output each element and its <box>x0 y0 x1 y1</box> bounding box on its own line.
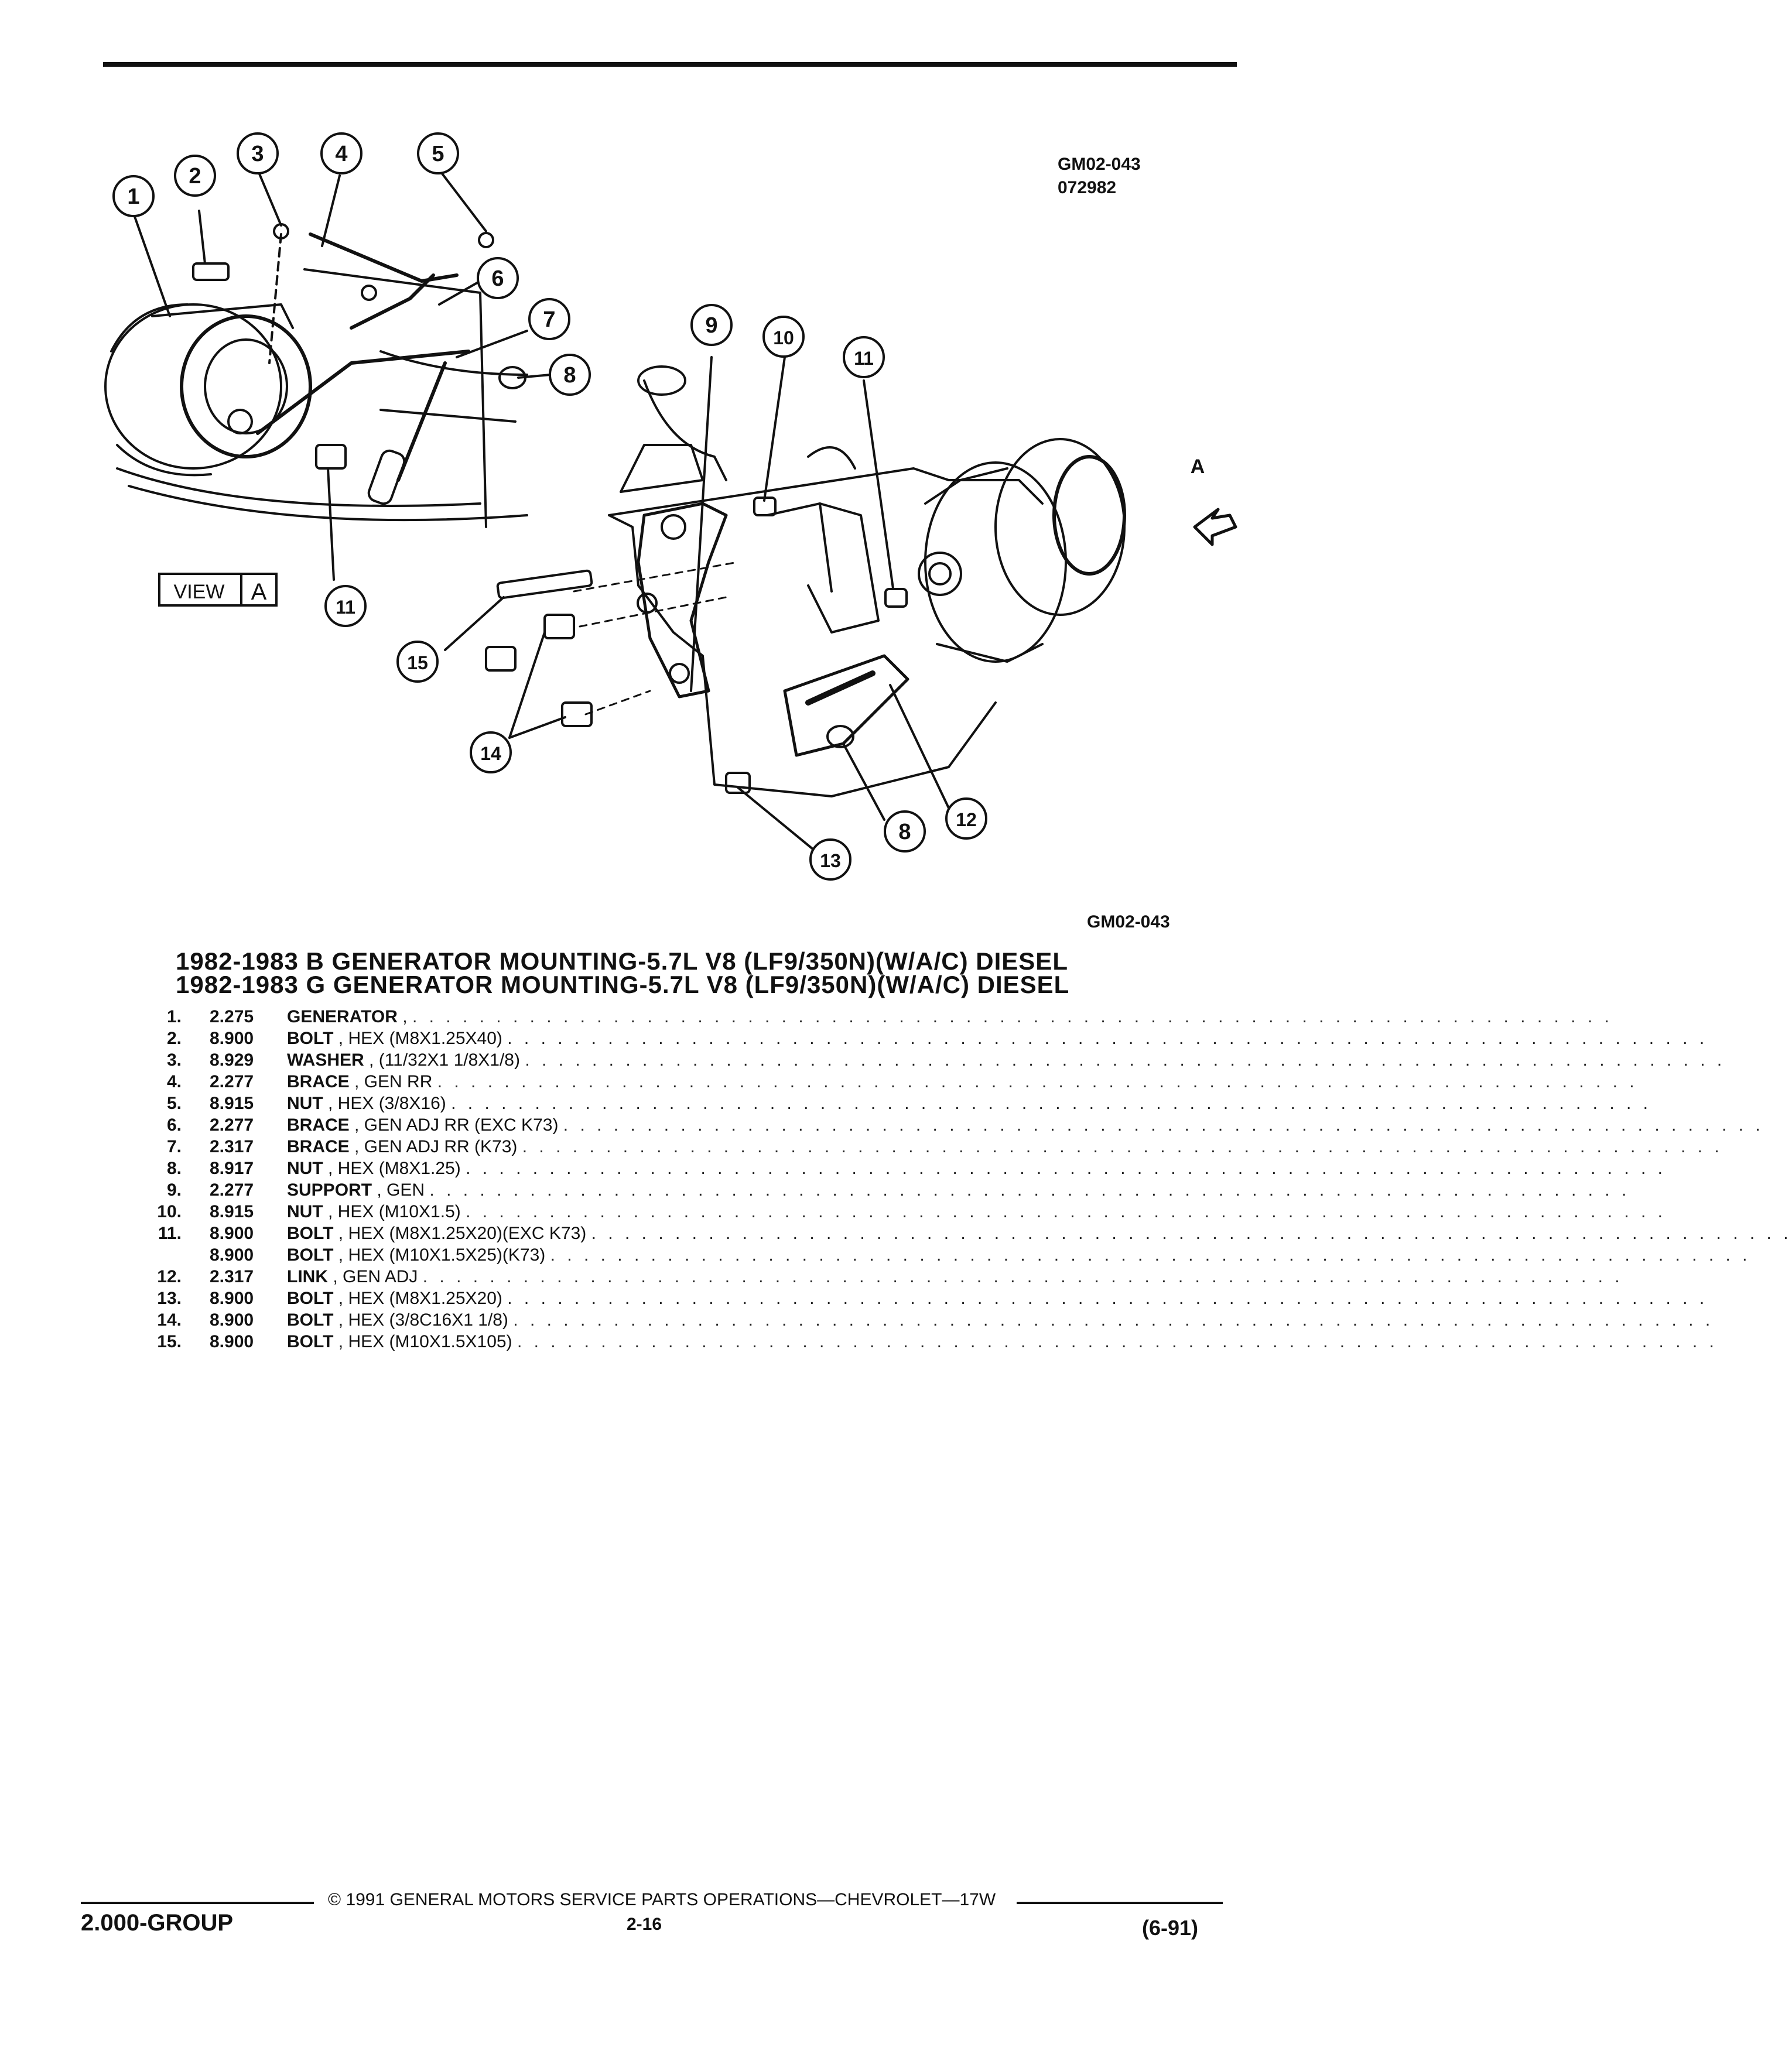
part-spec: , HEX (M10X1.5) <box>328 1202 461 1221</box>
arrow-a-letter: A <box>1190 456 1205 478</box>
part-name: NUT <box>287 1159 323 1178</box>
footer-copyright: © 1991 GENERAL MOTORS SERVICE PARTS OPERATIONS—CHEVROLET—17W <box>328 1890 996 1909</box>
svg-text:VIEW: VIEW <box>173 581 225 603</box>
leader-dots: . . . . . . . . . . . . . . . . . . . . . . . . . . . . . . . . . . . . . . . . . . . . . . . . . . . . . . . . . . . . . . . . . . . . . . . . <box>412 1007 1613 1026</box>
part-name: LINK <box>287 1267 328 1286</box>
part-description <box>287 1093 1652 1114</box>
view-a-generator <box>105 304 310 475</box>
part-number: 11. <box>158 1224 182 1243</box>
part-row <box>146 1158 1666 1179</box>
part-row <box>146 1288 1708 1309</box>
footer-date: (6-91) <box>1142 1916 1199 1940</box>
part-name: GENERATOR <box>287 1007 398 1026</box>
part-number: 5. <box>166 1094 182 1113</box>
part-row <box>146 1006 1613 1028</box>
part-number: 8. <box>166 1159 182 1178</box>
part-number: 13. <box>157 1289 182 1308</box>
right-generator <box>919 439 1124 662</box>
part-description <box>287 1158 1666 1179</box>
part-description <box>287 1136 1723 1158</box>
part-spec: , GEN <box>377 1180 425 1200</box>
part-row <box>146 1266 1623 1288</box>
part-spec: , HEX (M8X1.25X20)(EXC K73) <box>338 1224 587 1243</box>
part-description <box>287 1049 1726 1071</box>
part-number: 1. <box>166 1007 182 1026</box>
part-row <box>146 1179 1630 1201</box>
leader-dots: . . . . . . . . . . . . . . . . . . . . . . . . . . . . . . . . . . . . . . . . . . . . . . . . . . . . . . . . . . . . . . . . . . . . . . . . <box>550 1245 1751 1265</box>
part-row <box>146 1201 1666 1223</box>
part-description <box>287 1244 1751 1266</box>
part-description <box>287 1266 1623 1288</box>
part-group: 2.277 <box>210 1115 254 1135</box>
part-number: 10. <box>157 1202 182 1221</box>
part-name: BOLT <box>287 1289 334 1308</box>
part-name: BOLT <box>287 1332 334 1351</box>
leader-dots: . . . . . . . . . . . . . . . . . . . . . . . . . . . . . . . . . . . . . . . . . . . . . . . . . . . . . . . . . . . . . . . . . . . . . . . . <box>437 1072 1638 1091</box>
figure-code: GM02-043 <box>1058 155 1141 174</box>
callout-9: 9 <box>705 313 718 338</box>
part-description <box>287 1309 1714 1331</box>
leader-dots: . . . . . . . . . . . . . . . . . . . . . . . . . . . . . . . . . . . . . . . . . . . . . . . . . . . . . . . . . . . . . . . . . . . . . . . . <box>507 1289 1708 1308</box>
svg-text:A: A <box>251 579 267 605</box>
part-spec: , HEX (3/8X16) <box>328 1094 446 1113</box>
footer-page: 2-16 <box>627 1915 662 1934</box>
callout-14: 14 <box>480 743 501 764</box>
part-group: 2.277 <box>210 1180 254 1200</box>
part-name: BRACE <box>287 1137 350 1156</box>
callout-8-lower: 8 <box>898 820 911 844</box>
part-group: 8.900 <box>210 1310 254 1330</box>
part-number: 4. <box>166 1072 182 1091</box>
part-spec: , (11/32X1 1/8X1/8) <box>369 1050 520 1070</box>
leader-dots: . . . . . . . . . . . . . . . . . . . . . . . . . . . . . . . . . . . . . . . . . . . . . . . . . . . . . . . . . . . . . . . . . . . . . . . . <box>591 1224 1792 1243</box>
part-number: 3. <box>166 1050 182 1070</box>
leader-dots: . . . . . . . . . . . . . . . . . . . . . . . . . . . . . . . . . . . . . . . . . . . . . . . . . . . . . . . . . . . . . . . . . . . . . . . . <box>507 1029 1708 1048</box>
callout-2: 2 <box>189 164 201 189</box>
part-name: BOLT <box>287 1245 334 1265</box>
part-spec: , HEX (M8X1.25X40) <box>338 1029 502 1048</box>
part-row <box>146 1136 1723 1158</box>
part-description <box>287 1223 1792 1244</box>
part-spec: , GEN ADJ RR (EXC K73) <box>354 1115 559 1135</box>
part-row <box>146 1331 1718 1353</box>
figure-code-bottom: GM02-043 <box>1087 912 1170 932</box>
footer-group: 2.000-GROUP <box>81 1910 234 1936</box>
part-name: BOLT <box>287 1029 334 1048</box>
part-group: 8.929 <box>210 1050 254 1070</box>
part-description <box>287 1288 1708 1309</box>
part-description <box>287 1006 1613 1028</box>
parts-list <box>146 1006 1792 1353</box>
part-row <box>146 1093 1652 1114</box>
callout-8: 8 <box>563 363 576 388</box>
part-spec: , GEN ADJ <box>333 1267 418 1286</box>
part-group: 8.900 <box>210 1245 254 1265</box>
part-name: BOLT <box>287 1310 334 1330</box>
leader-dots: . . . . . . . . . . . . . . . . . . . . . . . . . . . . . . . . . . . . . . . . . . . . . . . . . . . . . . . . . . . . . . . . . . . . . . . . <box>513 1310 1714 1330</box>
part-description <box>287 1114 1764 1136</box>
part-spec: , HEX (3/8C16X1 1/8) <box>338 1310 508 1330</box>
part-spec: , HEX (M8X1.25X20) <box>338 1289 502 1308</box>
part-group: 8.900 <box>210 1332 254 1351</box>
part-spec: , GEN RR <box>354 1072 433 1091</box>
part-description <box>287 1201 1666 1223</box>
part-number: 2. <box>166 1029 182 1048</box>
callout-6: 6 <box>491 266 504 291</box>
part-group: 2.277 <box>210 1072 254 1091</box>
leader-dots: . . . . . . . . . . . . . . . . . . . . . . . . . . . . . . . . . . . . . . . . . . . . . . . . . . . . . . . . . . . . . . . . . . . . . . . . <box>429 1180 1630 1200</box>
part-row <box>146 1114 1764 1136</box>
part-name: NUT <box>287 1094 323 1113</box>
part-number: 9. <box>166 1180 182 1200</box>
part-row <box>146 1028 1708 1049</box>
leader-dots: . . . . . . . . . . . . . . . . . . . . . . . . . . . . . . . . . . . . . . . . . . . . . . . . . . . . . . . . . . . . . . . . . . . . . . . . <box>422 1267 1623 1286</box>
part-row <box>146 1309 1714 1331</box>
part-number: 6. <box>166 1115 182 1135</box>
part-number: 7. <box>166 1137 182 1156</box>
generator-mounting-diagram <box>0 0 1480 949</box>
part-description <box>287 1179 1630 1201</box>
leader-dots: . . . . . . . . . . . . . . . . . . . . . . . . . . . . . . . . . . . . . . . . . . . . . . . . . . . . . . . . . . . . . . . . . . . . . . . . <box>525 1050 1726 1070</box>
title-b: 1982-1983 B GENERATOR MOUNTING-5.7L V8 (LF9/350N)(W/A/C) DIESEL <box>176 947 1068 975</box>
part-spec: , HEX (M10X1.5X105) <box>338 1332 512 1351</box>
part-spec: , GEN ADJ RR (K73) <box>354 1137 518 1156</box>
callout-12: 12 <box>956 809 977 830</box>
part-description <box>287 1028 1708 1049</box>
leader-dots: . . . . . . . . . . . . . . . . . . . . . . . . . . . . . . . . . . . . . . . . . . . . . . . . . . . . . . . . . . . . . . . . . . . . . . . . <box>563 1115 1764 1135</box>
title-g: 1982-1983 G GENERATOR MOUNTING-5.7L V8 (LF9/350N)(W/A/C) DIESEL <box>176 971 1070 998</box>
callout-4: 4 <box>335 142 348 166</box>
footer-rule-left <box>81 1902 314 1904</box>
part-name: SUPPORT <box>287 1180 372 1200</box>
part-description <box>287 1331 1718 1353</box>
part-row <box>146 1049 1726 1071</box>
part-number: 12. <box>157 1267 182 1286</box>
part-spec: , HEX (M10X1.5X25)(K73) <box>338 1245 546 1265</box>
part-group: 2.275 <box>210 1007 254 1026</box>
footer-rule-right <box>1017 1902 1223 1904</box>
callout-10: 10 <box>773 327 794 348</box>
part-group: 2.317 <box>210 1267 254 1286</box>
part-group: 8.900 <box>210 1224 254 1243</box>
part-row <box>146 1244 1751 1266</box>
part-group: 8.900 <box>210 1029 254 1048</box>
part-name: BRACE <box>287 1115 350 1135</box>
part-group: 8.915 <box>210 1202 254 1221</box>
part-number: 14. <box>157 1310 182 1330</box>
leader-dots: . . . . . . . . . . . . . . . . . . . . . . . . . . . . . . . . . . . . . . . . . . . . . . . . . . . . . . . . . . . . . . . . . . . . . . . . <box>517 1332 1718 1351</box>
part-name: WASHER <box>287 1050 364 1070</box>
callout-15: 15 <box>407 652 428 673</box>
part-name: BRACE <box>287 1072 350 1091</box>
part-spec: , <box>402 1007 408 1026</box>
callout-11: 11 <box>854 348 874 369</box>
leader-dots: . . . . . . . . . . . . . . . . . . . . . . . . . . . . . . . . . . . . . . . . . . . . . . . . . . . . . . . . . . . . . . . . . . . . . . . . <box>466 1159 1666 1178</box>
callout-5: 5 <box>432 142 444 166</box>
callout-13: 13 <box>820 850 841 871</box>
leader-dots: . . . . . . . . . . . . . . . . . . . . . . . . . . . . . . . . . . . . . . . . . . . . . . . . . . . . . . . . . . . . . . . . . . . . . . . . <box>466 1202 1666 1221</box>
callout-1: 1 <box>127 184 140 209</box>
leader-dots: . . . . . . . . . . . . . . . . . . . . . . . . . . . . . . . . . . . . . . . . . . . . . . . . . . . . . . . . . . . . . . . . . . . . . . . . <box>522 1137 1723 1156</box>
part-description <box>287 1071 1638 1093</box>
part-name: NUT <box>287 1202 323 1221</box>
part-row <box>146 1223 1792 1244</box>
part-spec: , HEX (M8X1.25) <box>328 1159 461 1178</box>
part-group: 2.317 <box>210 1137 254 1156</box>
part-group: 8.915 <box>210 1094 254 1113</box>
callout-3: 3 <box>251 142 264 166</box>
view-a-label <box>159 574 276 605</box>
part-name: BOLT <box>287 1224 334 1243</box>
part-group: 8.917 <box>210 1159 254 1178</box>
callout-11-view-a: 11 <box>336 597 355 618</box>
part-number: 15. <box>157 1332 182 1351</box>
part-row <box>146 1071 1638 1093</box>
part-group: 8.900 <box>210 1289 254 1308</box>
figure-date: 072982 <box>1058 178 1117 197</box>
callout-7: 7 <box>543 307 556 332</box>
leader-dots: . . . . . . . . . . . . . . . . . . . . . . . . . . . . . . . . . . . . . . . . . . . . . . . . . . . . . . . . . . . . . . . . . . . . . . . . <box>451 1094 1652 1113</box>
